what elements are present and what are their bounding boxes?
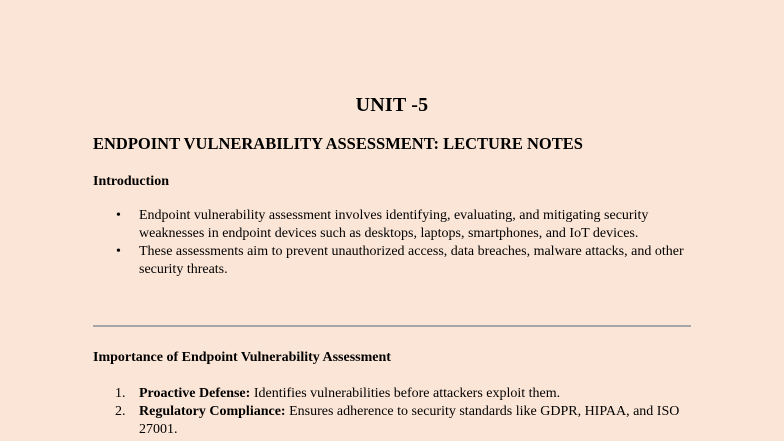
- list-number: 2.: [115, 404, 126, 419]
- importance-heading: Importance of Endpoint Vulnerability Assessment: [93, 350, 391, 365]
- list-item-term: Proactive Defense:: [139, 386, 251, 401]
- bullet-text: Endpoint vulnerability assessment involves identifying, evaluating, and mitigating security weaknesses in endpoint devices such as desktops, laptops, smartphones, and IoT devices.: [139, 208, 649, 241]
- list-item-text: Ensures adherence to security standards like GDPR, HIPAA, and ISO 27001.: [139, 404, 680, 437]
- introduction-heading: Introduction: [93, 174, 169, 189]
- introduction-bullet-item: [93, 243, 713, 279]
- importance-list-item: [93, 385, 713, 403]
- document-title: ENDPOINT VULNERABILITY ASSESSMENT: LECTURE NOTES: [93, 134, 583, 153]
- horizontal-divider: [93, 325, 691, 327]
- importance-numbered-list: [93, 385, 713, 439]
- importance-list-item: [93, 403, 713, 439]
- list-item-term: Regulatory Compliance:: [139, 404, 286, 419]
- bullet-icon: •: [116, 244, 121, 259]
- introduction-bullet-item: [93, 207, 713, 243]
- bullet-text: These assessments aim to prevent unauthorized access, data breaches, malware attacks, and other security threats.: [139, 244, 684, 277]
- list-item-text: Identifies vulnerabilities before attackers exploit them.: [250, 386, 561, 401]
- list-number: 1.: [115, 386, 126, 401]
- unit-title: UNIT -5: [355, 94, 429, 116]
- introduction-bullet-list: [93, 207, 713, 279]
- bullet-icon: •: [116, 208, 121, 223]
